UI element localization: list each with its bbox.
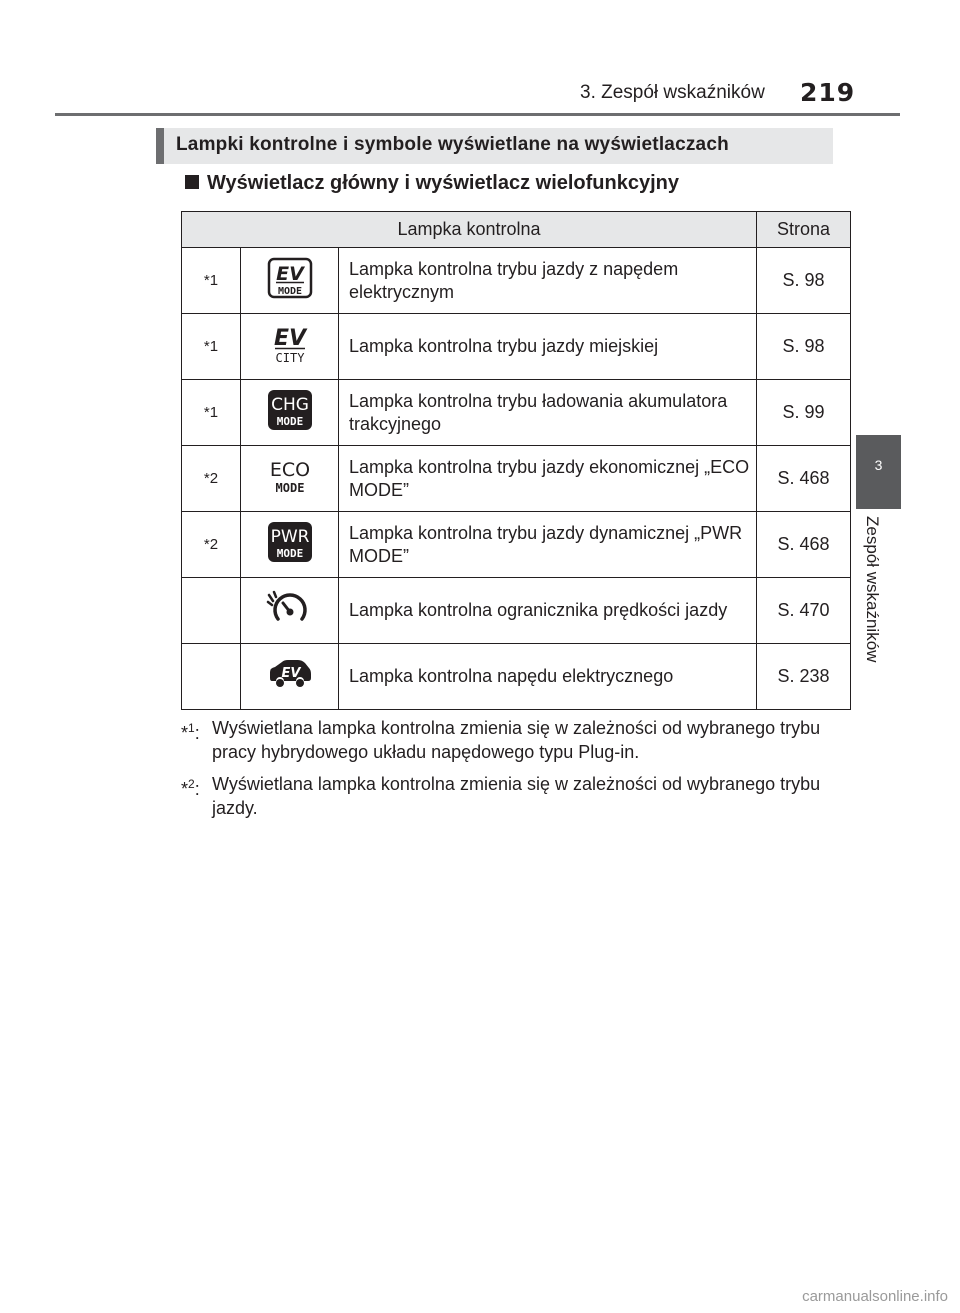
svg-text:CHG: CHG xyxy=(270,395,309,415)
svg-text:MODE: MODE xyxy=(276,547,303,560)
header-page: Strona xyxy=(757,212,851,248)
table-header-row xyxy=(182,212,851,248)
ev-drive-icon xyxy=(241,644,339,710)
svg-text:EV: EV xyxy=(275,263,304,285)
row-mark: *2 xyxy=(182,512,241,578)
svg-text:CITY: CITY xyxy=(275,351,304,365)
footnote-1 xyxy=(181,716,833,764)
row-page-link[interactable]: S. 99 xyxy=(757,380,851,446)
watermark: carmanualsonline.info xyxy=(802,1288,948,1305)
footnote-2 xyxy=(181,772,833,820)
row-page-link[interactable]: S. 98 xyxy=(757,314,851,380)
section-heading-bar xyxy=(156,128,164,164)
chg-mode-icon xyxy=(241,380,339,446)
subheading-text: Wyświetlacz główny i wyświetlacz wielofunkcyjny xyxy=(207,172,680,194)
indicator-table xyxy=(181,211,851,710)
eco-mode-icon xyxy=(241,446,339,512)
table-row xyxy=(182,248,851,314)
row-mark xyxy=(182,644,241,710)
ev-mode-icon xyxy=(241,248,339,314)
chapter-title: 3. Zespół wskaźników xyxy=(580,82,765,103)
square-bullet-icon xyxy=(185,175,199,189)
footnote-marker: *$^1$: xyxy=(181,721,200,743)
footnotes xyxy=(181,716,833,828)
section-heading xyxy=(156,128,833,164)
footnote-text: Wyświetlana lampka kontrolna zmienia się w zależności od wybranego trybu pracy hybrydowego układu napędowego typu Plug-in. xyxy=(212,718,821,762)
svg-text:EV: EV xyxy=(281,666,300,681)
row-description: Lampka kontrolna trybu jazdy z napędem elektrycznym xyxy=(339,248,757,314)
speed-limiter-icon xyxy=(241,578,339,644)
row-description: Lampka kontrolna napędu elektrycznego xyxy=(339,644,757,710)
row-description: Lampka kontrolna trybu jazdy miejskiej xyxy=(339,314,757,380)
row-mark: *1 xyxy=(182,314,241,380)
svg-text:MODE: MODE xyxy=(276,415,303,428)
table-row xyxy=(182,644,851,710)
pwr-mode-icon xyxy=(241,512,339,578)
row-page-link[interactable]: S. 468 xyxy=(757,446,851,512)
row-description: Lampka kontrolna trybu ładowania akumulatora trakcyjnego xyxy=(339,380,757,446)
side-tab-number: 3 xyxy=(874,457,883,473)
section-title: Lampki kontrolne i symbole wyświetlane na wyświetlaczach xyxy=(176,134,729,155)
chapter-side-tab[interactable] xyxy=(856,435,901,509)
row-page-link[interactable]: S. 98 xyxy=(757,248,851,314)
svg-text:ECO: ECO xyxy=(269,459,310,481)
svg-text:EV: EV xyxy=(273,326,306,351)
table-row xyxy=(182,446,851,512)
header-rule xyxy=(55,113,900,116)
svg-text:MODE: MODE xyxy=(277,286,302,297)
subheading xyxy=(185,172,679,195)
row-page-link[interactable]: S. 238 xyxy=(757,644,851,710)
row-mark: *2 xyxy=(182,446,241,512)
table-row xyxy=(182,314,851,380)
row-description: Lampka kontrolna trybu jazdy dynamicznej „PWR MODE” xyxy=(339,512,757,578)
row-mark: *1 xyxy=(182,380,241,446)
row-description: Lampka kontrolna trybu jazdy ekonomicznej „ECO MODE” xyxy=(339,446,757,512)
side-tab-label: Zespół wskaźników xyxy=(863,516,882,663)
table-row xyxy=(182,512,851,578)
ev-city-icon xyxy=(241,314,339,380)
header-indicator: Lampka kontrolna xyxy=(182,212,757,248)
table-row xyxy=(182,380,851,446)
row-page-link[interactable]: S. 470 xyxy=(757,578,851,644)
table-row xyxy=(182,578,851,644)
footnote-marker: *$^2$: xyxy=(181,777,200,799)
row-mark xyxy=(182,578,241,644)
row-page-link[interactable]: S. 468 xyxy=(757,512,851,578)
row-description: Lampka kontrolna ogranicznika prędkości jazdy xyxy=(339,578,757,644)
page-number: 219 xyxy=(800,78,856,107)
row-mark: *1 xyxy=(182,248,241,314)
svg-text:MODE: MODE xyxy=(275,481,304,495)
footnote-text: Wyświetlana lampka kontrolna zmienia się w zależności od wybranego trybu jazdy. xyxy=(212,774,821,818)
svg-text:PWR: PWR xyxy=(270,527,309,547)
